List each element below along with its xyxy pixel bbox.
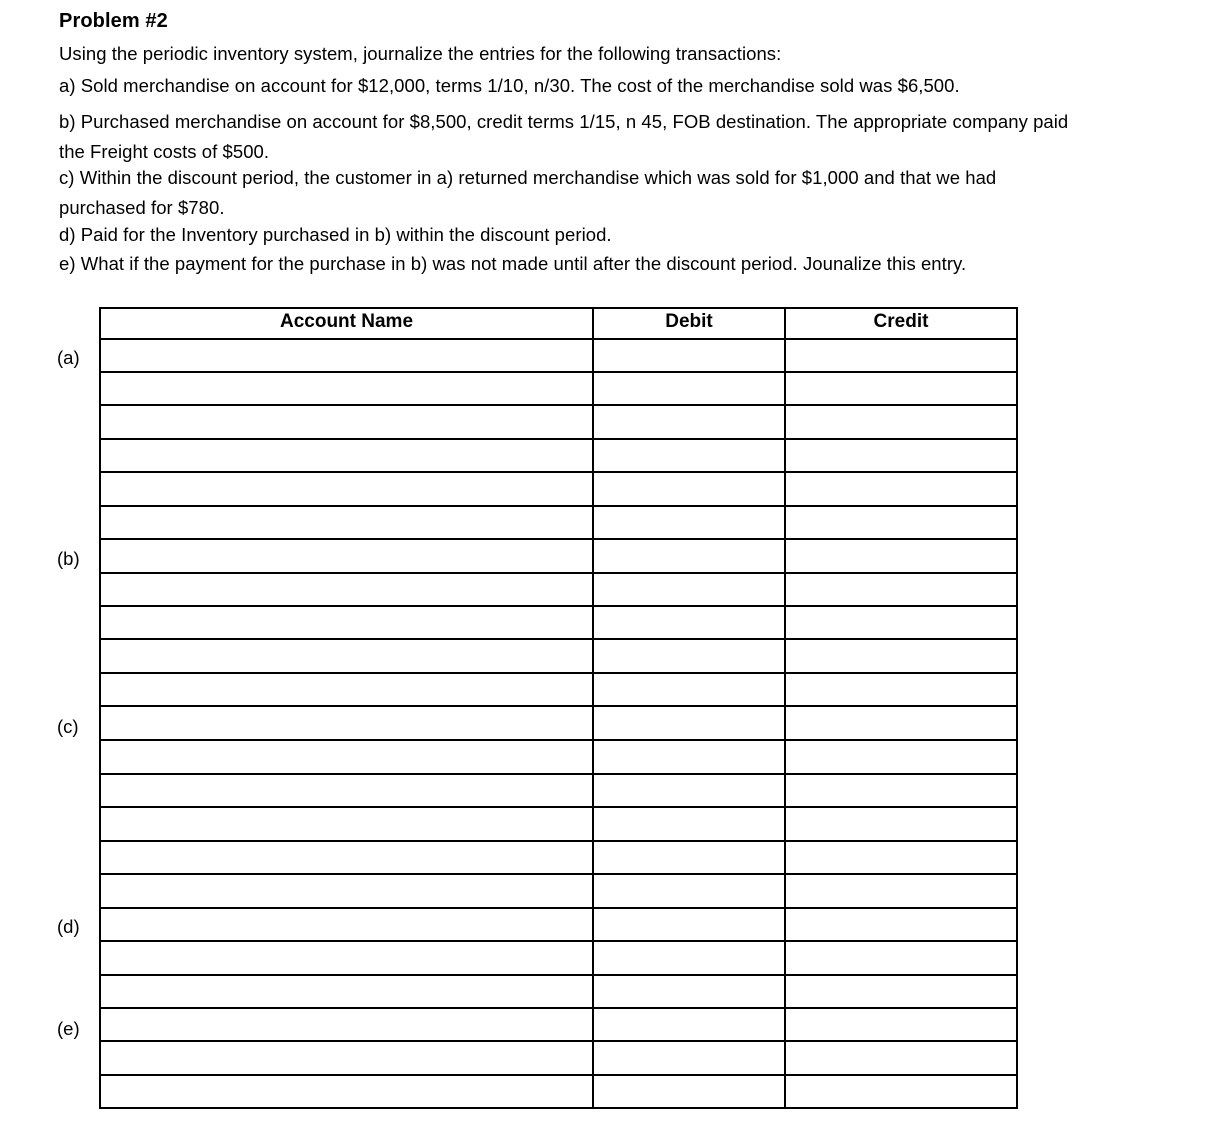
account-cell[interactable] [101,707,592,739]
credit-cell[interactable] [786,741,1016,773]
column-header-debit: Debit [665,311,713,332]
account-cell[interactable] [101,640,592,672]
debit-cell[interactable] [594,640,784,672]
credit-cell[interactable] [786,373,1016,404]
credit-cell[interactable] [786,540,1016,572]
account-cell[interactable] [101,875,592,907]
credit-cell[interactable] [786,707,1016,739]
account-cell[interactable] [101,909,592,940]
account-cell[interactable] [101,674,592,705]
debit-cell[interactable] [594,1076,784,1107]
column-header-account: Account Name [279,311,414,332]
credit-cell[interactable] [786,574,1016,605]
account-cell[interactable] [101,607,592,638]
account-cell[interactable] [101,406,592,438]
debit-cell[interactable] [594,674,784,705]
debit-cell[interactable] [594,373,784,404]
transaction-d-text: d) Paid for the Inventory purchased in b) within the discount period. [59,224,612,245]
account-cell[interactable] [101,1042,592,1074]
entry-label-e: (e) [57,1018,80,1039]
transaction-b-text: b) Purchased merchandise on account for $8,500, credit terms 1/15, n 45, FOB destination. The appropriate company paid [59,111,1069,132]
debit-cell[interactable] [594,741,784,773]
account-cell[interactable] [101,842,592,873]
entry-label-c: (c) [57,716,79,737]
debit-cell[interactable] [594,808,784,840]
table-bottom-border [99,1107,1018,1109]
credit-cell[interactable] [786,976,1016,1007]
credit-cell[interactable] [786,674,1016,705]
account-cell[interactable] [101,976,592,1007]
credit-cell[interactable] [786,942,1016,974]
account-cell[interactable] [101,1009,592,1040]
debit-cell[interactable] [594,1042,784,1074]
debit-cell[interactable] [594,340,784,371]
journal-table [99,307,1018,1109]
credit-cell[interactable] [786,842,1016,873]
account-cell[interactable] [101,340,592,371]
debit-cell[interactable] [594,909,784,940]
credit-cell[interactable] [786,406,1016,438]
table-row-line [99,307,1018,309]
entry-label-b: (b) [57,548,80,569]
account-cell[interactable] [101,942,592,974]
account-cell[interactable] [101,808,592,840]
debit-cell[interactable] [594,406,784,438]
transaction-e-text: e) What if the payment for the purchase in b) was not made until after the discount period. Jounalize this entry. [59,253,967,274]
debit-cell[interactable] [594,707,784,739]
table-right-border [1016,307,1018,1109]
credit-cell[interactable] [786,440,1016,471]
credit-cell[interactable] [786,1076,1016,1107]
debit-cell[interactable] [594,473,784,505]
credit-cell[interactable] [786,607,1016,638]
account-cell[interactable] [101,440,592,471]
debit-cell[interactable] [594,942,784,974]
account-cell[interactable] [101,775,592,806]
credit-cell[interactable] [786,507,1016,538]
debit-cell[interactable] [594,540,784,572]
account-cell[interactable] [101,473,592,505]
instructions-text: Using the periodic inventory system, journalize the entries for the following transactions: [59,43,782,64]
debit-cell[interactable] [594,574,784,605]
entry-label-d: (d) [57,916,80,937]
debit-cell[interactable] [594,607,784,638]
debit-cell[interactable] [594,875,784,907]
credit-cell[interactable] [786,875,1016,907]
account-cell[interactable] [101,574,592,605]
debit-cell[interactable] [594,842,784,873]
account-cell[interactable] [101,540,592,572]
debit-cell[interactable] [594,1009,784,1040]
column-header-credit: Credit [873,311,929,332]
account-cell[interactable] [101,373,592,404]
problem-title: Problem #2 [59,10,168,32]
transaction-c-text: c) Within the discount period, the customer in a) returned merchandise which was sold for $1,000 and that we had [59,167,997,188]
credit-cell[interactable] [786,909,1016,940]
debit-cell[interactable] [594,775,784,806]
transaction-c-text-cont: purchased for $780. [59,197,225,218]
credit-cell[interactable] [786,640,1016,672]
credit-cell[interactable] [786,473,1016,505]
credit-cell[interactable] [786,1042,1016,1074]
debit-cell[interactable] [594,976,784,1007]
account-cell[interactable] [101,741,592,773]
debit-cell[interactable] [594,440,784,471]
account-cell[interactable] [101,1076,592,1107]
debit-cell[interactable] [594,507,784,538]
credit-cell[interactable] [786,775,1016,806]
credit-cell[interactable] [786,340,1016,371]
credit-cell[interactable] [786,1009,1016,1040]
entry-label-a: (a) [57,347,80,368]
transaction-a-text: a) Sold merchandise on account for $12,000, terms 1/10, n/30. The cost of the merchandise sold was $6,500. [59,75,960,96]
credit-cell[interactable] [786,808,1016,840]
transaction-b-text-cont: the Freight costs of $500. [59,141,270,162]
account-cell[interactable] [101,507,592,538]
